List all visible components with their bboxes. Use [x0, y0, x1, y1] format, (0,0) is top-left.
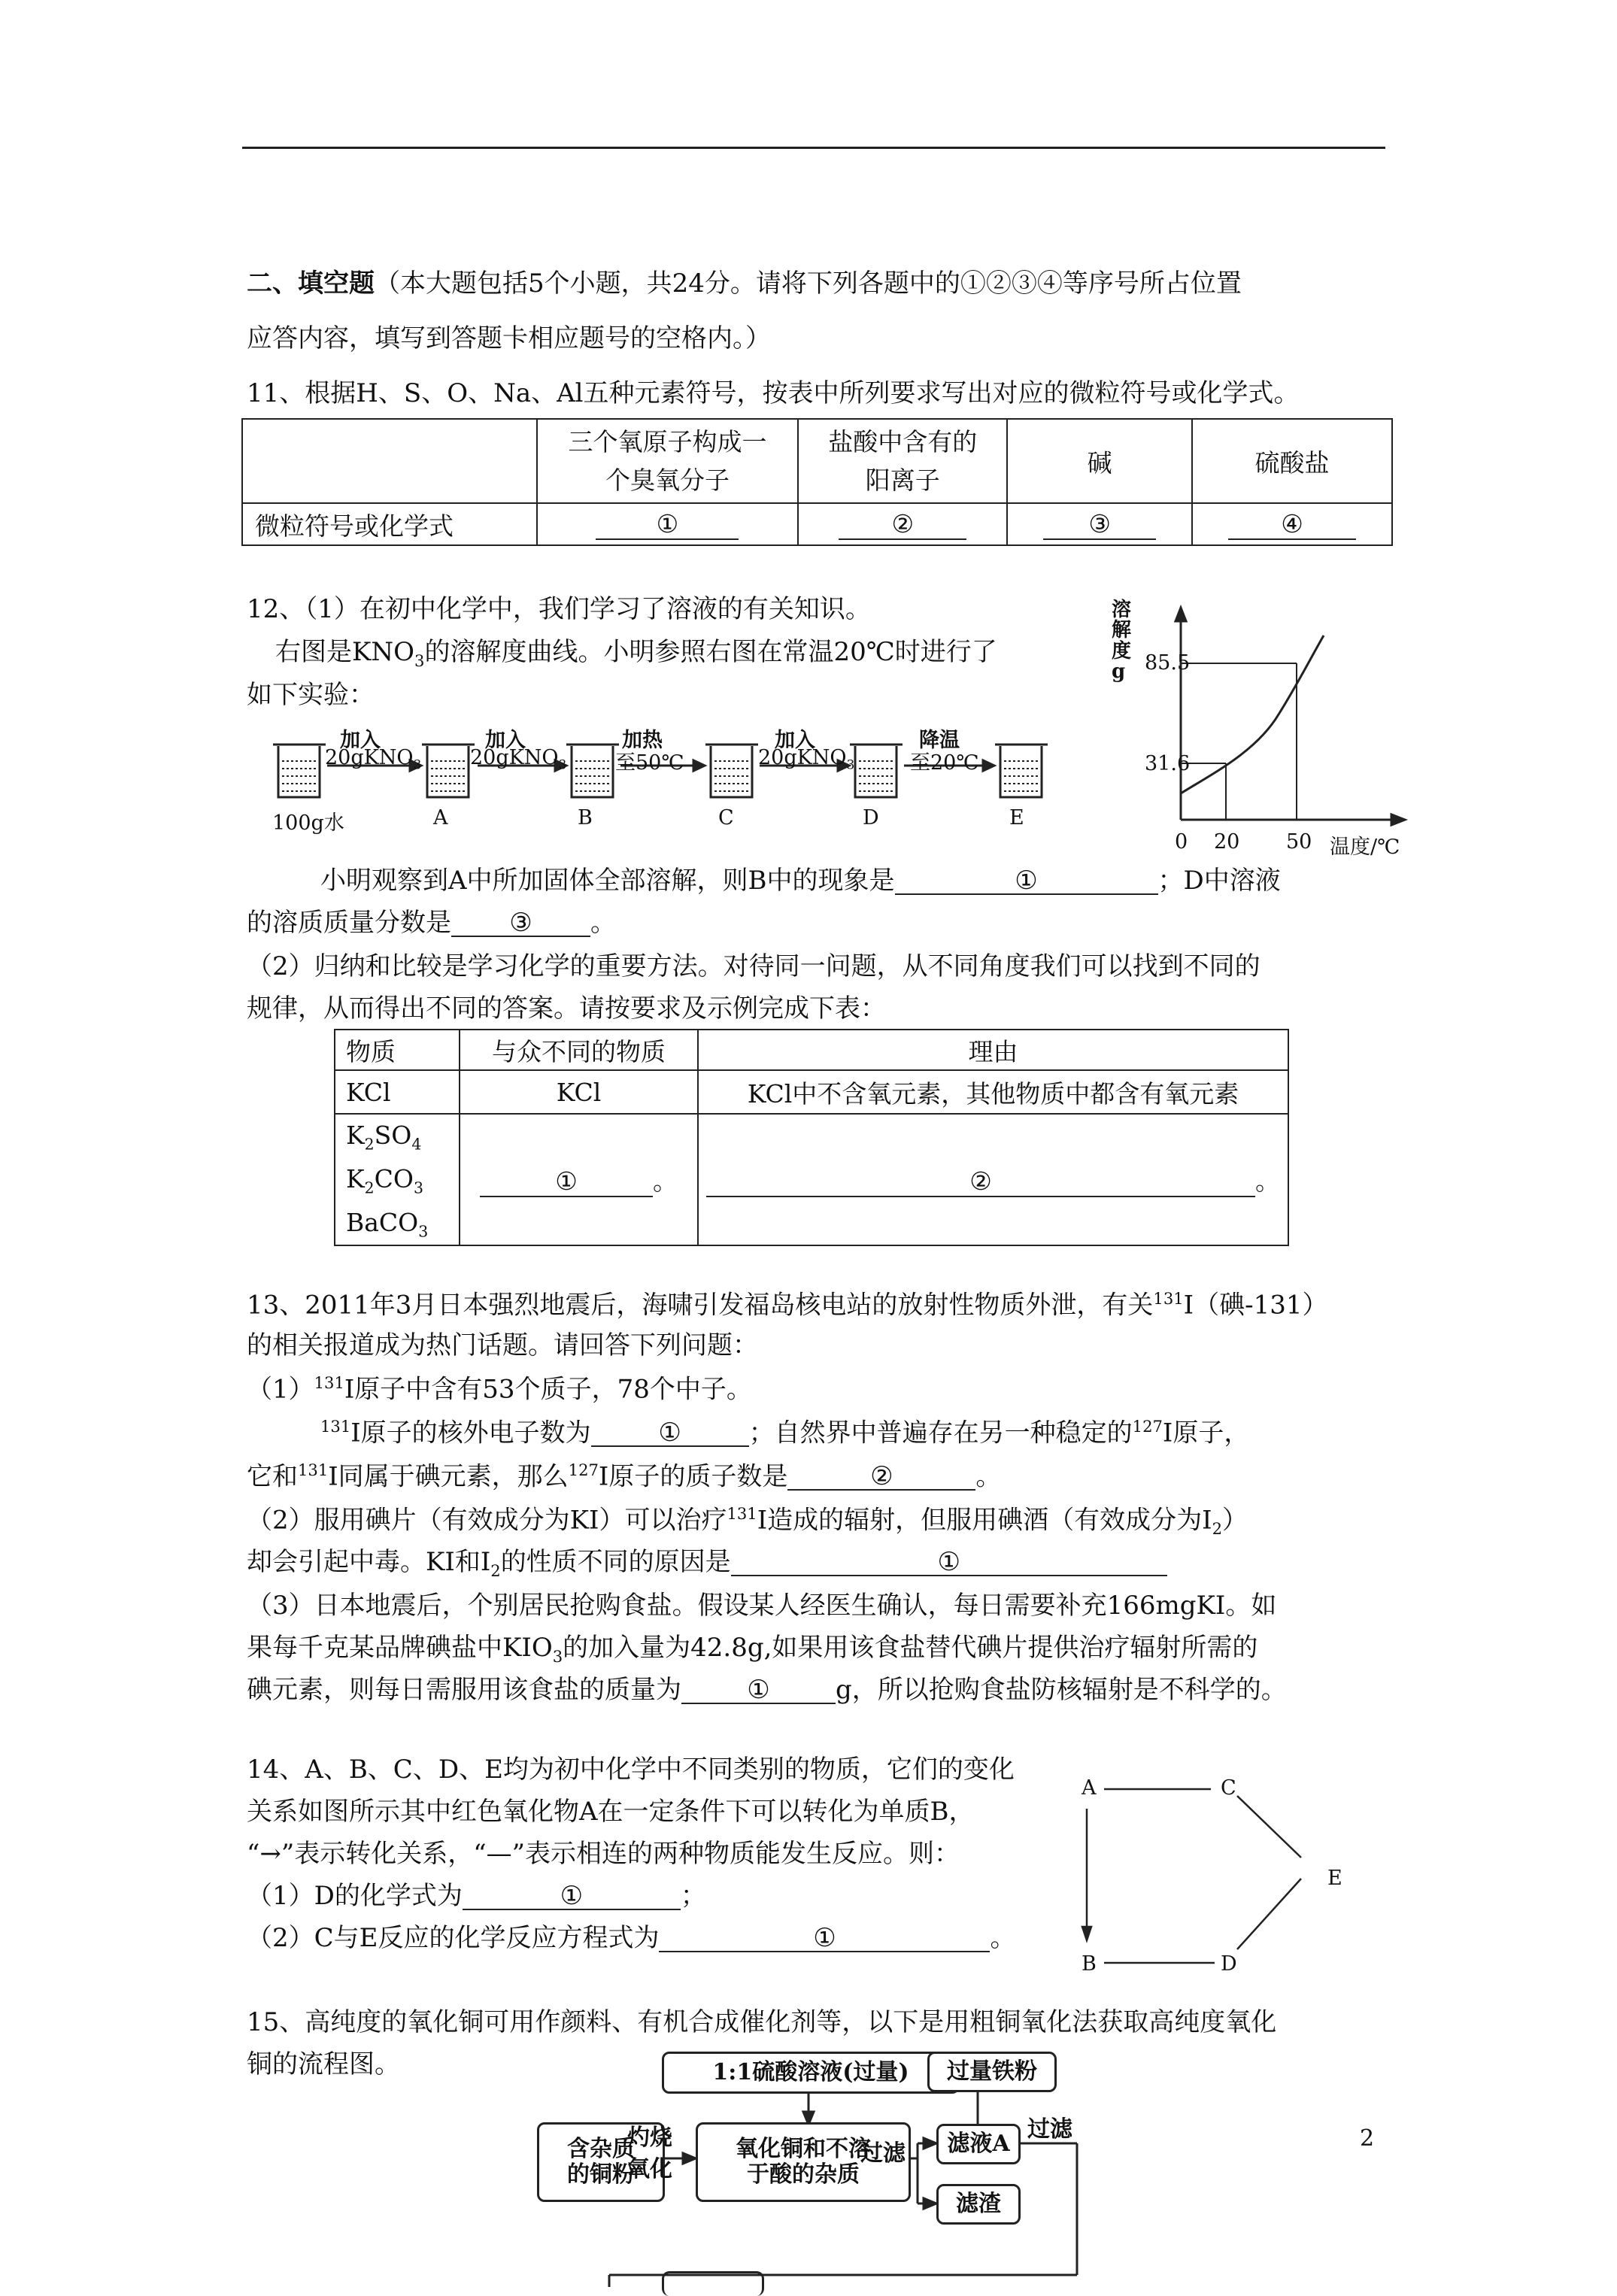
q12-table-r1c3: KCl中不含氧元素，其他物质中都含有氧元素: [698, 1070, 1288, 1114]
q12-table-blank-2[interactable]: ②: [706, 1166, 1255, 1197]
q15-line2: 铜的流程图。: [247, 2049, 400, 2079]
flow-acid-box: 1:1硫酸溶液(过量): [662, 2052, 960, 2094]
q12-line3: 如下实验：: [247, 680, 375, 710]
q13-line10: 碘元素，则每日需服用该食盐的质量为 ① g，所以抢购食盐防核辐射是不科学的。: [247, 1675, 1287, 1705]
section-desc-2: 应答内容，填写到答题卡相应题号的空格内。）: [247, 323, 771, 353]
graph-ytick-85: 85.5: [1145, 651, 1191, 675]
q11-blank-3[interactable]: ③: [1043, 509, 1156, 540]
q11-blank-4[interactable]: ④: [1228, 509, 1356, 540]
q13-line5: 它和$^{131}$I同属于碘元素，那么$^{127}$I原子的质子数是 ② 。: [247, 1460, 1002, 1492]
q12-observation-2: 的溶质质量分数是 ③ 。: [247, 908, 616, 938]
solubility-graph: [1106, 594, 1421, 842]
flow-burn-label: 灼烧 氧化: [627, 2125, 672, 2182]
flow-filtrate-a-box: 滤液A: [936, 2124, 1021, 2164]
q14-node-c: C: [1221, 1776, 1236, 1800]
q13-line3: $(1)^{131}I$原子中含有53个质子，78个中子。: [247, 1373, 752, 1405]
q12-table-h1: 物质: [335, 1030, 460, 1070]
q14-blank-1[interactable]: ①: [463, 1883, 681, 1910]
step5-label-b: 至20℃: [910, 751, 979, 775]
step3-label-b: 至50℃: [615, 751, 684, 775]
q12-table-r1c2: KCl: [460, 1070, 698, 1114]
section-title: 二、填空题: [247, 268, 375, 299]
step3-label-a: 加热: [622, 729, 663, 752]
flow-oxide-box: 氧化铜和不溶 于酸的杂质: [696, 2122, 911, 2202]
q13-line2: 的相关报道成为热门话题。请回答下列问题：: [247, 1330, 758, 1360]
beaker-start: [273, 745, 326, 797]
step2-label-a: 加入: [485, 729, 526, 752]
q12-table-substances: $K_2SO_4$ $K_2CO_3$ BaCO$_3$: [335, 1114, 460, 1245]
q14-node-d: D: [1221, 1952, 1237, 1976]
graph-xlabel: 温度/℃: [1330, 836, 1400, 859]
q13-blank-2[interactable]: ②: [787, 1463, 975, 1491]
flow-next-box-partial: [662, 2271, 764, 2296]
q14-node-a: A: [1082, 1776, 1097, 1800]
q13-line9: 果每千克某品牌碘盐中$KIO_3$的加入量为42.8g,如果用该食盐替代碘片提供治疗辐射所需的: [247, 1633, 1258, 1666]
q13-line1: 13、2011年3月日本强烈地震后，海啸引发福岛核电站的放射性物质外泄，有关$^{131}$I（碘-131）: [247, 1289, 1328, 1321]
beaker-label-b: B: [578, 806, 593, 830]
section-desc-1: （本大题包括5个小题，共24分。请将下列各题中的①②③④等序号所占位置: [375, 268, 1242, 299]
graph-xtick-50: 50: [1286, 830, 1312, 854]
q13-line4: $^{131}$I原子的核外电子数为 ① ；自然界中普遍存在另一种稳定的$^{127}$I原子，: [320, 1417, 1250, 1448]
q12-table-h2: 与众不同的物质: [460, 1030, 698, 1070]
q11-col-cation: 盐酸中含有的 阳离子: [798, 419, 1007, 503]
step1-label-a: 加入: [340, 729, 381, 752]
q12-blank-3[interactable]: ③: [451, 910, 590, 937]
q12-part2: （2）归纳和比较是学习化学的重要方法。对待同一问题，从不同角度我们可以找到不同的: [247, 951, 1261, 981]
graph-xtick-0: 0: [1175, 830, 1188, 854]
q11-col-ozone: 三个氧原子构成一 个臭氧分子: [537, 419, 799, 503]
flow-filter-label-2: 过滤: [1027, 2116, 1072, 2143]
beaker-label-d: D: [863, 806, 879, 830]
step5-label-a: 降温: [919, 729, 960, 752]
beaker-a: [422, 745, 475, 797]
q14-line5: （2）C与E反应的化学反应方程式为 ① 。: [247, 1923, 1016, 1953]
q13-blank-3[interactable]: ①: [731, 1549, 1167, 1576]
step2-label-b: 20gKNO$_3$: [470, 746, 567, 772]
q14-relation-diagram: [1075, 1767, 1346, 1985]
step4-label-a: 加入: [775, 729, 815, 752]
q12-line2: 右图是$KNO_3$的溶解度曲线。小明参照右图在常温20℃时进行了: [275, 637, 997, 670]
q14-line2: 关系如图所示其中红色氧化物A在一定条件下可以转化为单质B，: [247, 1797, 975, 1827]
q11-blank-2[interactable]: ②: [839, 509, 966, 540]
q13-blank-1[interactable]: ①: [591, 1420, 749, 1447]
flow-raw-copper-box: 含杂质 的铜粉: [537, 2122, 665, 2202]
q14-node-b: B: [1082, 1952, 1097, 1976]
q12-table-h3: 理由: [698, 1030, 1288, 1070]
step1-label-b: 20gKNO$_3$: [325, 746, 422, 772]
q14-blank-2[interactable]: ①: [659, 1925, 990, 1952]
q12-blank-1[interactable]: ①: [895, 868, 1158, 895]
q14-node-e: E: [1327, 1867, 1342, 1890]
beaker-e: [995, 745, 1048, 797]
q12-table: 物质 与众不同的物质 理由 KCl KCl KCl中不含氧元素，其他物质中都含有氧元素 $K_2SO_4$ $K_2CO_3$ BaCO$_3$ ① 。 ② 。: [334, 1029, 1289, 1246]
graph-ytick-31: 31.6: [1145, 752, 1191, 775]
q13-blank-4[interactable]: ①: [681, 1677, 836, 1704]
q12-table-r1c1: KCl: [335, 1070, 460, 1114]
graph-xtick-20: 20: [1214, 830, 1240, 854]
q11-stem: 11、根据H、S、O、Na、Al五种元素符号，按表中所列要求写出对应的微粒符号或化学式。: [247, 378, 1300, 408]
header-rule: [242, 147, 1385, 149]
section-heading: [247, 268, 1242, 299]
q11-row-label: 微粒符号或化学式: [242, 503, 537, 545]
q11-blank-1[interactable]: ①: [596, 509, 739, 540]
q13-line6: （2）服用碘片（有效成分为KI）可以治疗$^{131}$I造成的辐射，但服用碘酒（有效成分为$I_2$）: [247, 1504, 1248, 1539]
q11-corner-cell: [242, 419, 537, 503]
q14-line4: （1）D的化学式为 ① ；: [247, 1881, 706, 1911]
q11-table: [241, 418, 1393, 546]
beaker-b: [566, 745, 619, 797]
q13-line7: 却会引起中毒。KI和$I_2$的性质不同的原因是 ①: [247, 1549, 1167, 1579]
beaker-label-c: C: [718, 806, 734, 830]
beaker-label-e: E: [1009, 806, 1024, 830]
q12-table-blank-1[interactable]: ①: [480, 1166, 653, 1197]
flow-filter-label-1: 过滤: [860, 2140, 906, 2167]
graph-ylabel: 溶 解 度 g: [1112, 599, 1132, 683]
beaker-label-a: A: [433, 806, 448, 830]
q11-col-base: 碱: [1007, 419, 1192, 503]
water-label: 100g水: [272, 811, 344, 835]
q14-line3: “→”表示转化关系，“—”表示相连的两种物质能发生反应。则：: [247, 1839, 960, 1869]
q11-col-sulfate: 硫酸盐: [1192, 419, 1392, 503]
flow-residue-box: 滤渣: [936, 2184, 1021, 2225]
flow-iron-box: 过量铁粉: [927, 2052, 1057, 2092]
beaker-d: [850, 745, 903, 797]
q13-line8: （3）日本地震后，个别居民抢购食盐。假设某人经医生确认，每日需要补充166mgKI。如: [247, 1591, 1277, 1621]
step4-label-b: 20gKNO$_3$: [758, 746, 855, 772]
q12-part1: 12、（1）在初中化学中，我们学习了溶液的有关知识。: [247, 594, 871, 624]
q15-line1: 15、高纯度的氧化铜可用作颜料、有机合成催化剂等，以下是用粗铜氧化法获取高纯度氧化: [247, 2007, 1277, 2037]
q14-line1: 14、A、B、C、D、E均为初中化学中不同类别的物质，它们的变化: [247, 1755, 1015, 1785]
q12-part2-line2: 规律，从而得出不同的答案。请按要求及示例完成下表：: [247, 993, 886, 1024]
q12-observation: 小明观察到A中所加固体全部溶解，则B中的现象是 ① ；D中溶液: [320, 866, 1281, 896]
beaker-c: [705, 745, 758, 797]
page-number: 2: [1360, 2125, 1375, 2152]
